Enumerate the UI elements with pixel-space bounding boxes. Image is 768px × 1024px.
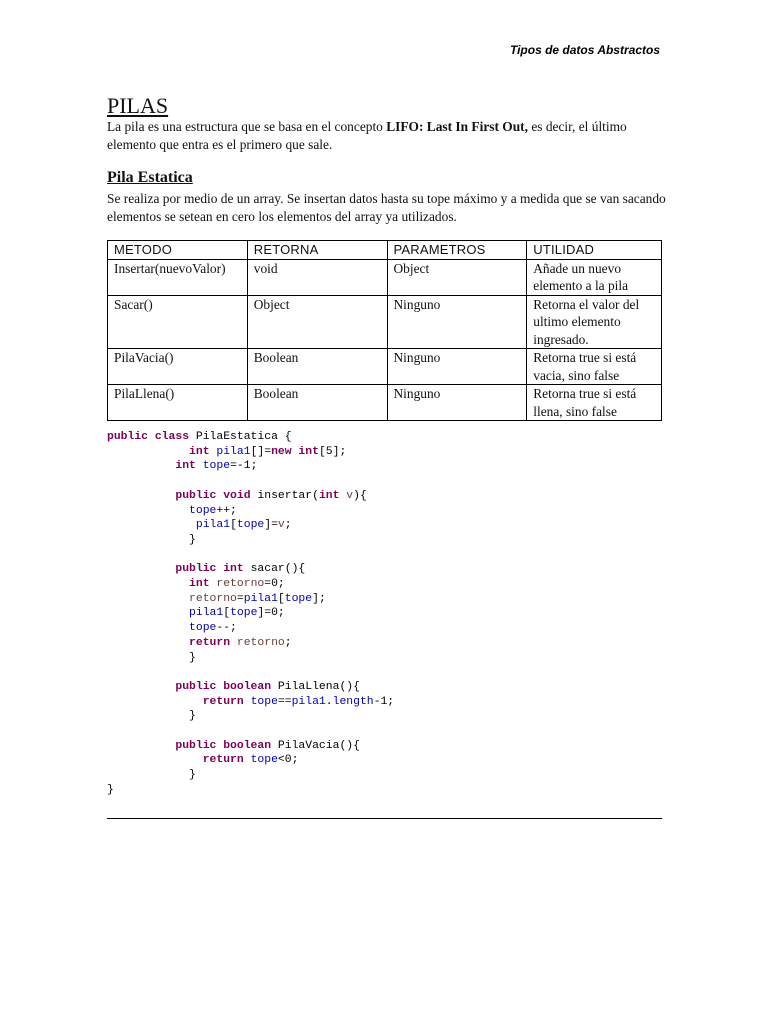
code-param: v <box>277 519 285 532</box>
table-cell: Object <box>247 295 387 349</box>
code-method-name: PilaVacia <box>277 739 340 752</box>
code-field: tope <box>189 622 217 635</box>
horizontal-rule <box>107 818 662 819</box>
code-field: pila1 <box>291 695 326 708</box>
code-method-name: sacar <box>250 563 285 576</box>
code-field: length <box>332 695 374 708</box>
methods-table <box>107 240 662 421</box>
table-cell: Object <box>387 259 527 295</box>
code-field: pila1 <box>243 592 278 605</box>
code-field: tope <box>230 607 258 620</box>
table-cell: void <box>247 259 387 295</box>
table-row <box>108 385 662 421</box>
intro-text-start: La pila es una estructura que se basa en el concepto <box>107 119 387 134</box>
table-cell: Retorna el valor del ultimo elemento ingresado. <box>527 295 662 349</box>
column-header: UTILIDAD <box>527 241 662 260</box>
table-cell: Ninguno <box>387 295 527 349</box>
code-local: retorno <box>236 636 285 649</box>
code-field: pila1 <box>189 607 224 620</box>
code-method-name: PilaLlena <box>277 680 340 693</box>
table-cell: Añade un nuevo elemento a la pila <box>527 259 662 295</box>
code-field: pila1 <box>195 519 231 532</box>
code-listing: public class PilaEstatica { int pila1[]=new int[5]; int tope=-1; public void insertar(int v){ tope++; pila1[tope]=v; } public int sacar(){ int retorno=0; retorno=pila1[tope]; pila1[tope]=0; tope--; return retorno; } public boolean PilaLlena(){ return tope==pila1.length-1; } public boolean PilaVacia(){ return tope<0; } } <box>107 431 395 796</box>
table-cell: Retorna true si está vacia, sino false <box>527 349 662 385</box>
code-field: tope <box>236 519 265 532</box>
table-cell: Boolean <box>247 349 387 385</box>
code-method-name: insertar <box>257 489 313 502</box>
code-field: tope <box>250 695 278 708</box>
code-field: tope <box>189 504 217 517</box>
code-field: tope <box>250 754 278 767</box>
column-header: PARAMETROS <box>387 241 527 260</box>
code-class-name: PilaEstatica <box>195 431 278 443</box>
code-local: retorno <box>216 578 265 591</box>
table-cell: Ninguno <box>387 349 527 385</box>
table-cell: PilaLlena() <box>108 385 248 421</box>
code-field: pila1 <box>216 445 251 458</box>
column-header: RETORNA <box>247 241 387 260</box>
section-heading: Pila Estatica <box>107 169 193 186</box>
table-cell: Insertar(nuevoValor) <box>108 259 248 295</box>
code-literal: 5 <box>325 445 333 458</box>
code-literal: -1 <box>236 460 251 473</box>
page-title: PILAS <box>107 93 169 118</box>
column-header: METODO <box>108 241 248 260</box>
table-cell: Ninguno <box>387 385 527 421</box>
code-field: tope <box>202 460 231 473</box>
table-cell: Retorna true si está llena, sino false <box>527 385 662 421</box>
table-row <box>108 295 662 349</box>
description-paragraph: Se realiza por medio de un array. Se insertan datos hasta su tope máximo y a medida que se van sacando elementos se setean en cero los elementos del array ya utilizados. <box>107 191 666 224</box>
table-cell: PilaVacia() <box>108 349 248 385</box>
table-header-row <box>108 241 662 260</box>
table-row <box>108 349 662 385</box>
intro-text-end: es decir, el último elemento que entra es el primero que sale. <box>107 119 627 152</box>
intro-paragraph <box>107 118 667 154</box>
table-row <box>108 259 662 295</box>
code-local: retorno <box>189 592 237 605</box>
intro-lifo-bold: LIFO: Last In First Out, <box>386 119 528 134</box>
running-header: Tipos de datos Abstractos <box>509 43 660 57</box>
code-param: v <box>346 489 354 502</box>
table-cell: Sacar() <box>108 295 248 349</box>
table-cell: Boolean <box>247 385 387 421</box>
code-field: tope <box>284 592 313 605</box>
